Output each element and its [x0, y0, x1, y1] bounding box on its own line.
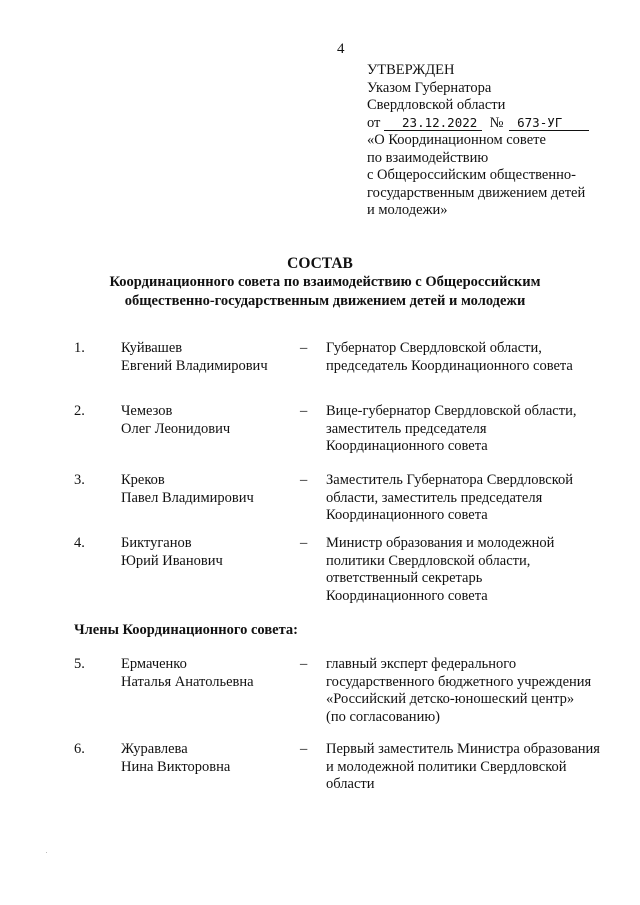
member-surname: Журавлева [121, 741, 188, 757]
subtitle-line: Координационного совета по взаимодействию с Общероссийским [109, 274, 541, 290]
approval-date-row [367, 115, 627, 133]
dash-separator: – [300, 741, 308, 757]
page-number: 4 [337, 41, 345, 57]
member-position [326, 340, 621, 375]
member-position [326, 403, 621, 456]
position-line: Первый заместитель Министра образования [326, 741, 600, 757]
dash-separator: – [300, 340, 308, 356]
scan-speck [46, 852, 47, 853]
member-name [121, 741, 291, 776]
document-title: СОСТАВ [287, 255, 353, 272]
member-number: 1. [74, 340, 85, 356]
member-given-names: Юрий Иванович [121, 552, 223, 569]
position-line: Министр образования и молодежной [326, 535, 555, 551]
member-number: 6. [74, 741, 85, 757]
position-line: Губернатор Свердловской области, [326, 340, 542, 356]
member-surname: Куйвашев [121, 340, 183, 356]
position-line: (по согласованию) [326, 708, 440, 725]
position-line: Координационного совета [326, 587, 488, 604]
decree-title-line: с Общероссийским общественно- [367, 167, 576, 183]
approval-block [367, 62, 627, 220]
member-given-names: Нина Викторовна [121, 758, 231, 775]
position-line: и молодежной политики Свердловской [326, 758, 567, 775]
member-position [326, 656, 621, 726]
position-line: ответственный секретарь [326, 570, 483, 586]
dash-separator: – [300, 403, 308, 419]
position-line: Координационного совета [326, 507, 488, 523]
position-line: «Российский детско-юношеский центр» [326, 691, 575, 707]
dash-separator: – [300, 656, 308, 672]
member-surname: Чемезов [121, 403, 173, 419]
member-number: 2. [74, 403, 85, 419]
position-line: политики Свердловской области, [326, 552, 531, 569]
position-line: области [326, 776, 375, 792]
member-surname: Ермаченко [121, 656, 187, 672]
member-position [326, 472, 621, 525]
decree-title-line: государственным движением детей [367, 184, 586, 201]
position-line: Вице-губернатор Свердловской области, [326, 403, 577, 419]
member-name [121, 340, 291, 375]
member-position [326, 535, 621, 605]
number-sign: № [489, 114, 504, 131]
position-line: государственного бюджетного учреждения [326, 673, 592, 690]
position-line: председатель Координационного совета [326, 357, 573, 374]
position-line: Координационного совета [326, 438, 488, 454]
member-given-names: Павел Владимирович [121, 489, 254, 506]
position-line: главный эксперт федерального [326, 656, 517, 672]
member-name [121, 535, 291, 570]
member-number: 4. [74, 535, 85, 551]
approval-region: Свердловской области [367, 97, 506, 113]
date-prefix: от [367, 114, 381, 131]
member-name [121, 403, 291, 438]
decree-title-line: по взаимодействию [367, 149, 489, 166]
document-subtitle [90, 273, 560, 311]
position-line: заместитель председателя [326, 420, 487, 437]
subtitle-line: общественно-государственным движением детей и молодежи [124, 293, 526, 309]
member-name [121, 472, 291, 507]
decree-number: 673-УГ [509, 115, 589, 131]
approval-authority: Указом Губернатора [367, 79, 492, 96]
member-surname: Креков [121, 472, 165, 488]
member-number: 3. [74, 472, 85, 488]
member-given-names: Олег Леонидович [121, 420, 231, 437]
members-heading: Члены Координационного совета: [74, 622, 298, 638]
member-surname: Биктуганов [121, 535, 192, 551]
member-number: 5. [74, 656, 85, 672]
dash-separator: – [300, 472, 308, 488]
position-line: области, заместитель председателя [326, 489, 543, 506]
decree-title-line: «О Координационном совете [367, 132, 546, 148]
member-name [121, 656, 291, 691]
decree-title-line: и молодежи» [367, 202, 448, 218]
member-given-names: Наталья Анатольевна [121, 673, 254, 690]
approval-status: УТВЕРЖДЕН [367, 62, 455, 78]
dash-separator: – [300, 535, 308, 551]
member-position [326, 741, 621, 794]
decree-date: 23.12.2022 [384, 115, 482, 131]
member-given-names: Евгений Владимирович [121, 357, 268, 374]
position-line: Заместитель Губернатора Свердловской [326, 472, 574, 488]
